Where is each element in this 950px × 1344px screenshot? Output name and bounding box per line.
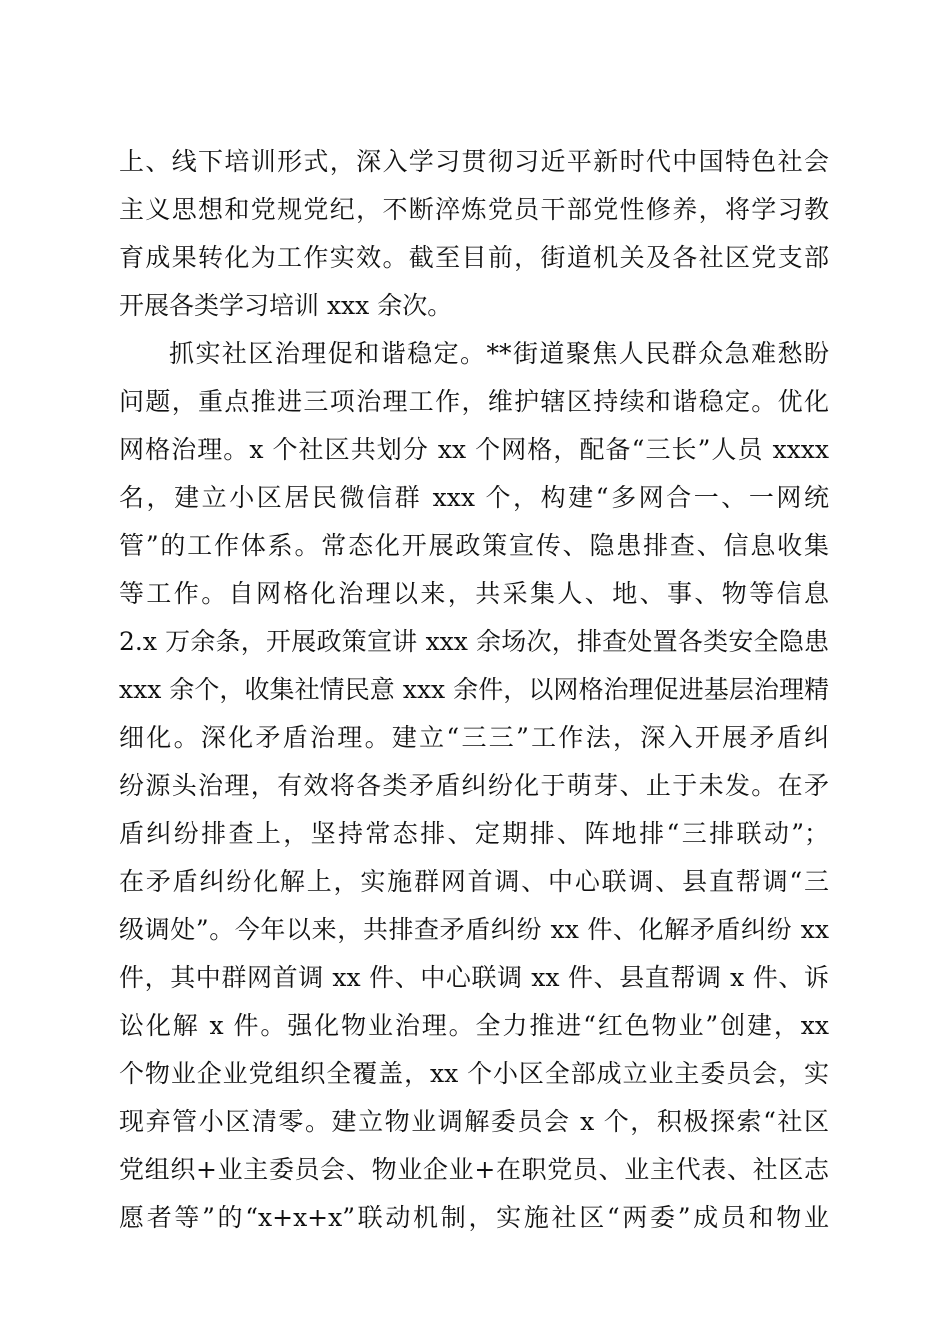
paragraph-2-line-17: 现弃管小区清零。建立物业调解委员会 x 个，积极探索“社区	[119, 1107, 829, 1136]
body-text	[119, 138, 829, 1242]
paragraph-2-line-9: 细化。深化矛盾治理。建立“三三”工作法，深入开展矛盾纠	[119, 723, 829, 752]
paragraph-2-line-6: 等工作。自网格化治理以来，共采集人、地、事、物等信息	[119, 579, 829, 608]
paragraph-1-line-2: 主义思想和党规党纪，不断淬炼党员干部党性修养，将学习教	[119, 195, 829, 224]
paragraph-2-line-13: 级调处”。今年以来，共排查矛盾纠纷 xx 件、化解矛盾纠纷 xx	[119, 915, 829, 944]
paragraph-2-line-19: 愿者等”的“x+x+x”联动机制，实施社区“两委”成员和物业	[119, 1203, 829, 1232]
paragraph-2-line-7: 2.x 万余条，开展政策宣讲 xxx 余场次，排查处置各类安全隐患	[119, 627, 829, 656]
paragraph-2-line-3: 网格治理。x 个社区共划分 xx 个网格，配备“三长”人员 xxxx	[119, 435, 829, 464]
paragraph-2-line-16: 个物业企业党组织全覆盖，xx 个小区全部成立业主委员会，实	[119, 1059, 829, 1088]
paragraph-2-line-11: 盾纠纷排查上，坚持常态排、定期排、阵地排“三排联动”；	[119, 819, 829, 848]
paragraph-2-line-2: 问题，重点推进三项治理工作，维护辖区持续和谐稳定。优化	[119, 387, 829, 416]
paragraph-2-line-1: 抓实社区治理促和谐稳定。**街道聚焦人民群众急难愁盼	[169, 339, 829, 368]
paragraph-2-line-4: 名，建立小区居民微信群 xxx 个，构建“多网合一、一网统	[119, 483, 829, 512]
paragraph-2-line-5: 管”的工作体系。常态化开展政策宣传、隐患排查、信息收集	[119, 531, 829, 560]
paragraph-2-line-12: 在矛盾纠纷化解上，实施群网首调、中心联调、县直帮调“三	[119, 867, 829, 896]
paragraph-2-line-10: 纷源头治理，有效将各类矛盾纠纷化于萌芽、止于未发。在矛	[119, 771, 829, 800]
paragraph-1-line-3: 育成果转化为工作实效。截至目前，街道机关及各社区党支部	[119, 243, 829, 272]
paragraph-2-line-15: 讼化解 x 件。强化物业治理。全力推进“红色物业”创建，xx	[119, 1011, 829, 1040]
paragraph-2-line-8: xxx 余个，收集社情民意 xxx 余件，以网格治理促进基层治理精	[119, 675, 829, 704]
paragraph-1-line-1: 上、线下培训形式，深入学习贯彻习近平新时代中国特色社会	[119, 147, 829, 176]
paragraph-2-line-14: 件，其中群网首调 xx 件、中心联调 xx 件、县直帮调 x 件、诉	[119, 963, 829, 992]
paragraph-2-line-18: 党组织+业主委员会、物业企业+在职党员、业主代表、社区志	[119, 1155, 829, 1184]
paragraph-1-line-4: 开展各类学习培训 xxx 余次。	[119, 291, 453, 320]
